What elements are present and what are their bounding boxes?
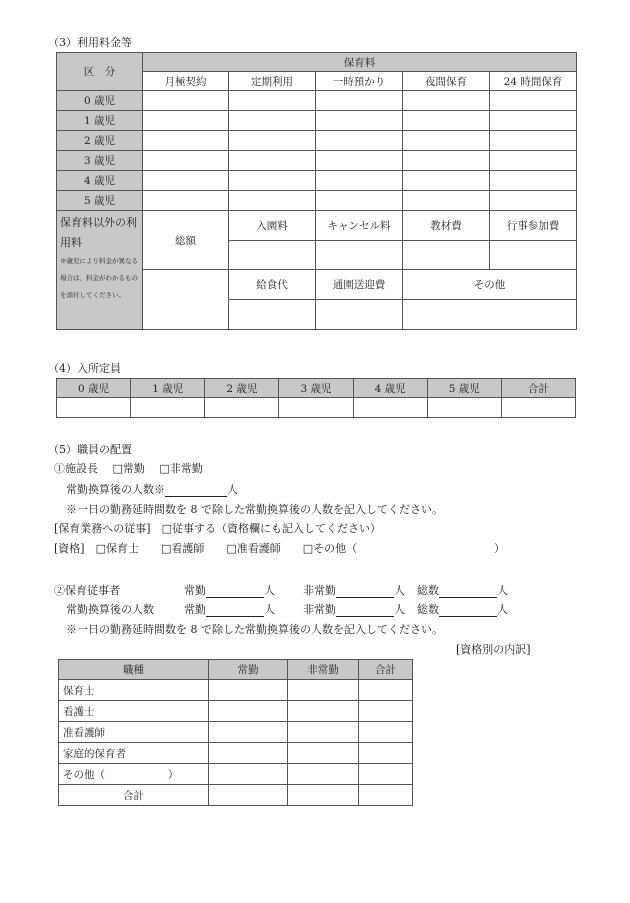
qual-cell[interactable]: [209, 680, 288, 701]
other-fees-title: 保育料以外の利用料: [60, 216, 137, 249]
fee-item-label: 給食代: [229, 270, 316, 300]
fee-cell[interactable]: [229, 151, 316, 171]
unit-label: 人: [264, 603, 275, 616]
fee-cell[interactable]: [316, 171, 403, 191]
qual-cell[interactable]: [359, 785, 413, 806]
qual-cell[interactable]: [288, 743, 359, 764]
qual-row-label: 准看護師: [59, 722, 209, 743]
fee-cell[interactable]: [316, 241, 403, 270]
fee-cell[interactable]: [229, 300, 316, 330]
fee-item-label: 行事参加費: [490, 211, 577, 241]
capacity-header: 2 歳児: [205, 379, 279, 398]
qual-cell[interactable]: [359, 764, 413, 785]
fee-cell[interactable]: [316, 191, 403, 211]
col-header: 24 時間保育: [490, 72, 577, 91]
qual-cell[interactable]: [209, 722, 288, 743]
fte-joukin-input[interactable]: [206, 604, 264, 617]
staff-label: ②保育従事者: [54, 584, 120, 597]
fte-note-2: ※一日の勤務延時間数を 8 で除した常勤換算後の人数を記入してください。: [66, 623, 443, 636]
director-fte-input[interactable]: [165, 484, 227, 497]
fee-cell[interactable]: [403, 241, 490, 270]
fee-cell[interactable]: [229, 171, 316, 191]
age-label: 2 歳児: [57, 131, 143, 151]
director-fte-label: 常勤換算後の人数※: [66, 483, 165, 496]
qual-header: 非常勤: [288, 660, 359, 680]
fee-cell[interactable]: [490, 191, 577, 211]
fee-cell[interactable]: [490, 91, 577, 111]
qual-row-label: その他（ ）: [59, 764, 209, 785]
fee-cell[interactable]: [229, 191, 316, 211]
col-header: 定期利用: [229, 72, 316, 91]
director-fte-unit: 人: [227, 483, 238, 496]
staff-fte-label: 常勤換算後の人数: [66, 603, 154, 616]
fee-cell[interactable]: [229, 91, 316, 111]
section3-heading: （3）利用料金等: [48, 36, 132, 49]
joukin-label: 常勤: [184, 584, 206, 597]
age-label: 5 歳児: [57, 191, 143, 211]
age-label: 4 歳児: [57, 171, 143, 191]
capacity-header: 0 歳児: [57, 379, 131, 398]
director-line: ①施設長 □常勤 □非常勤: [54, 462, 203, 475]
unit-label: 人: [264, 584, 275, 597]
age-label: 3 歳児: [57, 151, 143, 171]
col-header: 夜間保育: [403, 72, 490, 91]
joukin-label: 常勤: [184, 603, 206, 616]
fee-cell[interactable]: [403, 111, 490, 131]
fee-cell[interactable]: [143, 111, 229, 131]
capacity-header: 5 歳児: [427, 379, 501, 398]
fee-cell[interactable]: [490, 241, 577, 270]
qual-header: 職種: [59, 660, 209, 680]
qualification-table: [58, 659, 413, 806]
fte-total-input[interactable]: [439, 604, 497, 617]
age-label: 1 歳児: [57, 111, 143, 131]
fee-item-label: その他: [403, 270, 577, 300]
qual-cell[interactable]: [209, 701, 288, 722]
section5-heading: （5）職員の配置: [48, 443, 132, 456]
fee-cell[interactable]: [403, 131, 490, 151]
total-cell[interactable]: [143, 270, 229, 330]
hijoukin-label: 非常勤: [303, 584, 336, 597]
fee-cell[interactable]: [143, 131, 229, 151]
fee-item-label: キャンセル料: [316, 211, 403, 241]
fee-cell[interactable]: [490, 131, 577, 151]
fee-cell[interactable]: [229, 111, 316, 131]
unit-label: 人: [497, 603, 508, 616]
qual-header: 合計: [359, 660, 413, 680]
capacity-cell[interactable]: [279, 398, 353, 418]
capacity-cell[interactable]: [57, 398, 131, 418]
fee-item-label: 教材費: [403, 211, 490, 241]
qual-cell[interactable]: [359, 722, 413, 743]
fee-cell[interactable]: [316, 91, 403, 111]
unit-label: 人: [394, 603, 405, 616]
fee-cell[interactable]: [403, 91, 490, 111]
sousu-label: 総数: [417, 603, 439, 616]
fee-cell[interactable]: [490, 111, 577, 131]
capacity-table: [56, 378, 576, 418]
qual-header: 常勤: [209, 660, 288, 680]
capacity-header: 3 歳児: [279, 379, 353, 398]
capacity-cell[interactable]: [501, 398, 575, 418]
qual-cell[interactable]: [288, 764, 359, 785]
breakdown-label: [資格別の内訳]: [456, 643, 531, 656]
staff-hijoukin-input[interactable]: [336, 585, 394, 598]
fee-cell[interactable]: [316, 300, 403, 330]
other-fees-note: ※歳児により料金が異なる場合は、料金がわかるものを添付してください。: [60, 257, 138, 299]
qual-row-label: 保育士: [59, 680, 209, 701]
staff-joukin-input[interactable]: [206, 585, 264, 598]
fee-table: [56, 52, 577, 330]
qual-cell[interactable]: [288, 680, 359, 701]
fee-item-label: 入園料: [229, 211, 316, 241]
fee-cell[interactable]: [143, 91, 229, 111]
qual-cell[interactable]: [209, 785, 288, 806]
kubun-header: 区 分: [57, 53, 143, 91]
col-header: 一時預かり: [316, 72, 403, 91]
qual-cell[interactable]: [209, 764, 288, 785]
col-header: 月極契約: [143, 72, 229, 91]
fee-item-label: 通園送迎費: [316, 270, 403, 300]
qual-cell[interactable]: [288, 701, 359, 722]
fee-cell[interactable]: [490, 171, 577, 191]
capacity-cell[interactable]: [353, 398, 427, 418]
qual-cell[interactable]: [359, 701, 413, 722]
hoikuryo-header: 保育料: [143, 53, 577, 72]
fee-cell[interactable]: [403, 171, 490, 191]
sousu-label: 総数: [417, 584, 439, 597]
fee-cell[interactable]: [490, 151, 577, 171]
other-fees-label: [57, 211, 143, 330]
capacity-header: 1 歳児: [131, 379, 205, 398]
fee-cell[interactable]: [143, 151, 229, 171]
director-fte-line: [66, 483, 238, 497]
fee-cell[interactable]: [403, 300, 577, 330]
fee-cell[interactable]: [143, 191, 229, 211]
staff-fte-row: [184, 603, 508, 617]
qual-cell[interactable]: [359, 680, 413, 701]
fte-note: ※一日の勤務延時間数を 8 で除した常勤換算後の人数を記入してください。: [66, 503, 443, 516]
qual-cell[interactable]: [288, 722, 359, 743]
fee-cell[interactable]: [316, 151, 403, 171]
qual-row-label: 家庭的保育者: [59, 743, 209, 764]
fee-cell[interactable]: [403, 191, 490, 211]
fee-cell[interactable]: [229, 131, 316, 151]
fte-hijoukin-input[interactable]: [336, 604, 394, 617]
fee-cell[interactable]: [316, 131, 403, 151]
hijoukin-label: 非常勤: [303, 603, 336, 616]
qualification-line: [資格] □保育士 □看護師 □准看護師 □その他（: [54, 542, 358, 555]
qual-total-label: 合計: [59, 785, 209, 806]
age-label: 0 歳児: [57, 91, 143, 111]
qualification-close: ）: [494, 542, 505, 555]
capacity-header: 4 歳児: [353, 379, 427, 398]
fee-cell[interactable]: [143, 171, 229, 191]
qual-row-label: 看護士: [59, 701, 209, 722]
fee-cell[interactable]: [403, 151, 490, 171]
qual-cell[interactable]: [359, 743, 413, 764]
staff-total-input[interactable]: [439, 585, 497, 598]
capacity-cell[interactable]: [427, 398, 501, 418]
unit-label: 人: [394, 584, 405, 597]
total-label: 総額: [143, 211, 229, 270]
fee-cell[interactable]: [316, 111, 403, 131]
capacity-cell[interactable]: [131, 398, 205, 418]
staff-counts-row: [184, 584, 508, 598]
fee-cell[interactable]: [229, 241, 316, 270]
capacity-header: 合計: [501, 379, 575, 398]
unit-label: 人: [497, 584, 508, 597]
engagement-line: [保育業務への従事] □従事する（資格欄にも記入してください）: [54, 522, 381, 535]
section4-heading: （4）入所定員: [48, 362, 121, 375]
qual-cell[interactable]: [288, 785, 359, 806]
capacity-cell[interactable]: [205, 398, 279, 418]
qual-cell[interactable]: [209, 743, 288, 764]
